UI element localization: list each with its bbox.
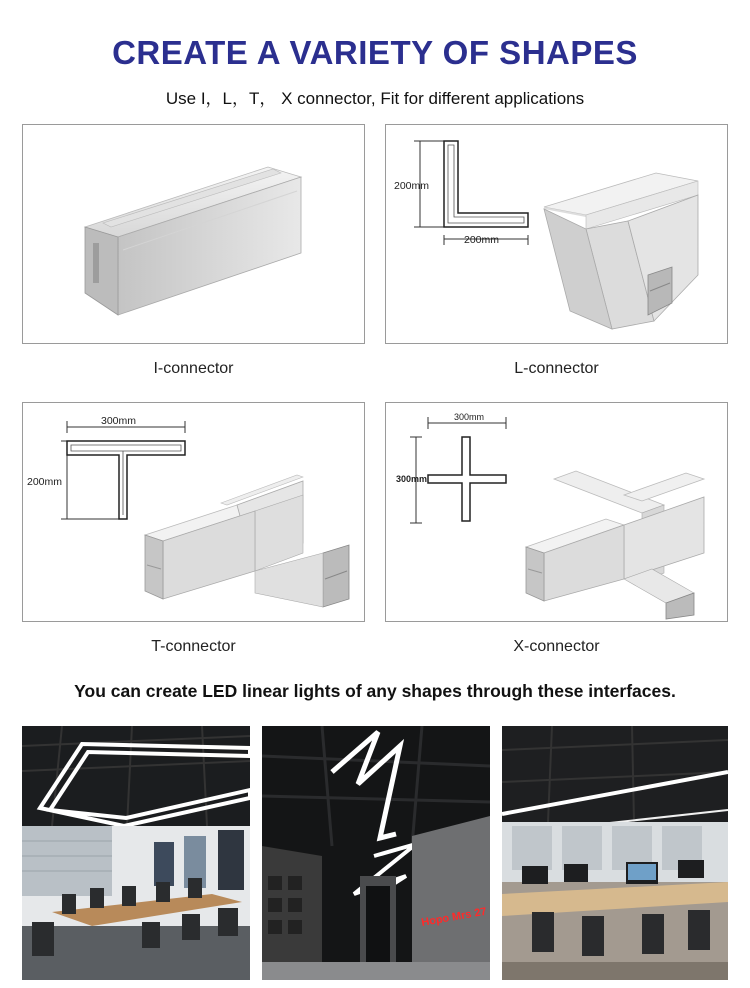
i-connector-caption: I-connector (153, 360, 234, 377)
i-connector-render (23, 125, 365, 344)
x-connector-panel (385, 402, 728, 622)
t-connector-caption: T-connector (151, 638, 236, 655)
l-dim-height: 200mm (394, 180, 430, 192)
i-connector-panel (22, 124, 365, 344)
x-dim-height: 300mm (396, 474, 428, 484)
page-title: CREATE A VARIETY OF SHAPES (112, 34, 638, 71)
tagline: You can create LED linear lights of any shapes through these interfaces. (74, 681, 676, 701)
photo-open-office (502, 726, 728, 980)
t-connector-render (23, 403, 365, 622)
x-connector-caption: X-connector (513, 638, 600, 655)
photo-corridor (262, 726, 490, 980)
l-dim-width: 200mm (464, 234, 500, 246)
t-dim-height: 200mm (27, 476, 63, 488)
photo-conference-room (22, 726, 250, 980)
x-dim-width: 300mm (454, 412, 485, 422)
page-subtitle: Use I，L，T， X connector, Fit for different applications (165, 89, 585, 108)
l-connector-render (386, 125, 728, 344)
corridor-signage: Hopo Mrs 27 (420, 905, 488, 929)
l-connector-panel (385, 124, 728, 344)
l-connector-caption: L-connector (514, 360, 599, 377)
x-connector-render (386, 403, 728, 622)
t-dim-width: 300mm (101, 415, 137, 427)
t-connector-panel (22, 402, 365, 622)
